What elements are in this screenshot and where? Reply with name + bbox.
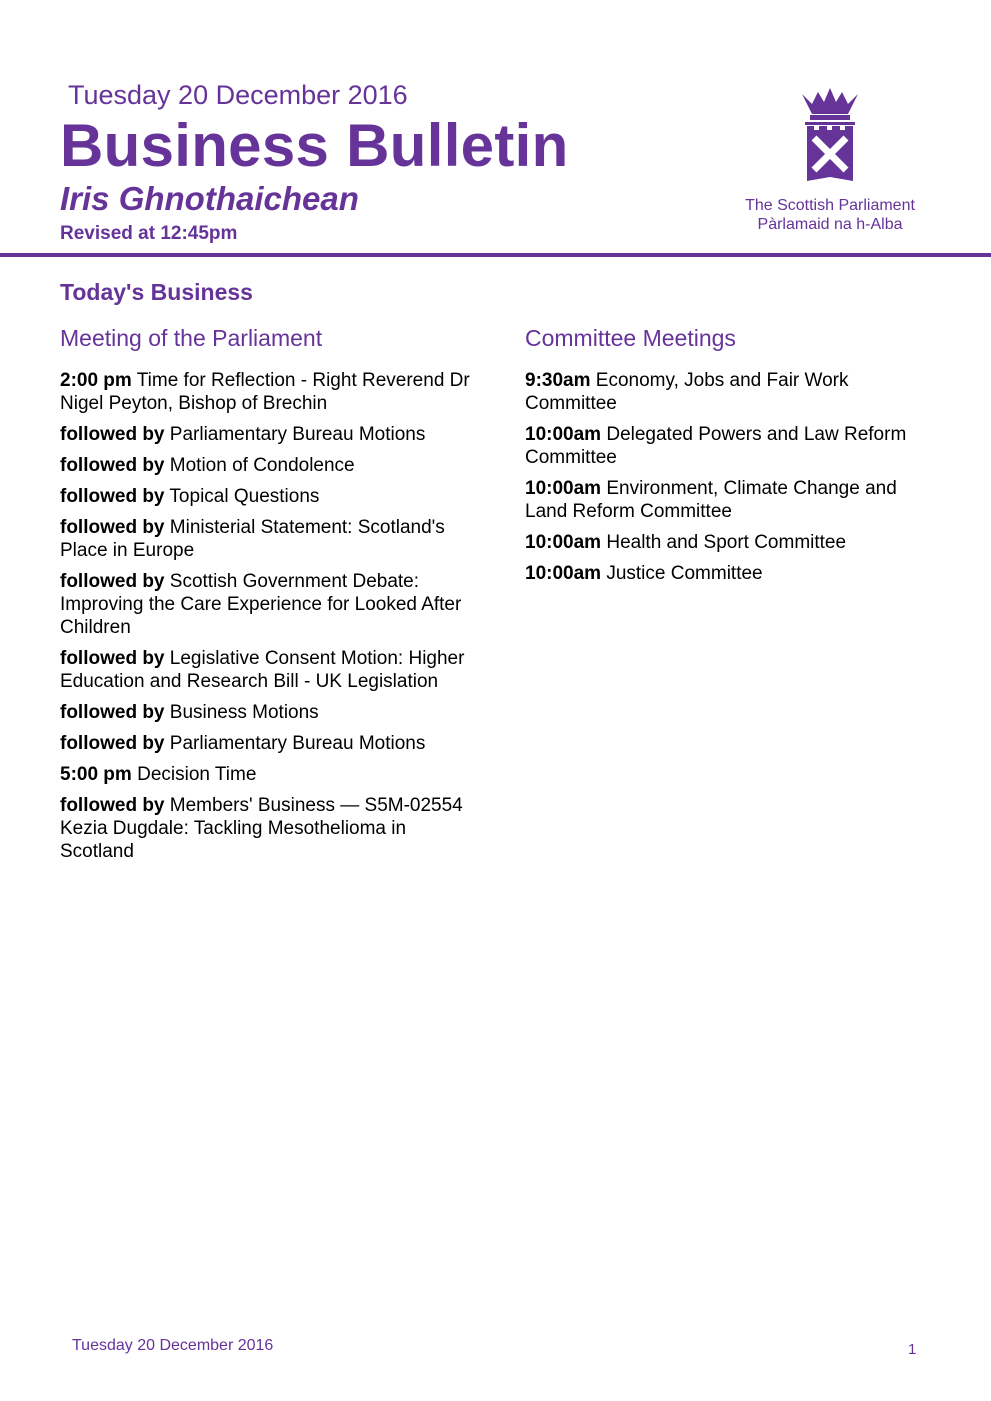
item-time: followed by bbox=[60, 648, 165, 669]
item-description: Environment, Climate Change and Land Reform Committee bbox=[525, 478, 897, 522]
agenda-item bbox=[525, 531, 935, 554]
committee-items bbox=[525, 369, 935, 585]
page-title: Business Bulletin bbox=[60, 112, 569, 179]
item-description: Justice Committee bbox=[601, 563, 763, 584]
agenda-item bbox=[525, 423, 935, 469]
agenda-item bbox=[525, 477, 935, 523]
agenda-item bbox=[60, 516, 472, 562]
agenda-item bbox=[60, 485, 472, 508]
gaelic-subtitle: Iris Ghnothaichean bbox=[60, 180, 359, 217]
scottish-parliament-logo bbox=[740, 86, 920, 234]
section-heading: Today's Business bbox=[60, 279, 253, 305]
item-time: 10:00am bbox=[525, 563, 602, 584]
item-time: 2:00 pm bbox=[60, 370, 132, 391]
item-description: Parliamentary Bureau Motions bbox=[164, 733, 426, 754]
item-description: Economy, Jobs and Fair Work Committee bbox=[525, 370, 849, 414]
item-time: followed by bbox=[60, 795, 165, 816]
meeting-items bbox=[60, 369, 472, 863]
item-time: 10:00am bbox=[525, 532, 602, 553]
header-divider bbox=[0, 253, 991, 257]
item-time: followed by bbox=[60, 455, 165, 476]
page-number: 1 bbox=[908, 1341, 917, 1358]
item-time: followed by bbox=[60, 702, 165, 723]
item-description: Decision Time bbox=[131, 764, 257, 785]
item-time: 9:30am bbox=[525, 370, 591, 391]
agenda-item bbox=[60, 763, 472, 786]
meeting-heading: Meeting of the Parliament bbox=[60, 325, 323, 351]
revised-time: Revised at 12:45pm bbox=[60, 223, 238, 244]
item-time: followed by bbox=[60, 517, 165, 538]
agenda-item bbox=[60, 570, 472, 639]
item-description: Members' Business — S5M-02554 Kezia Dugdale: Tackling Mesothelioma in Scotland bbox=[60, 795, 463, 862]
footer-date: Tuesday 20 December 2016 bbox=[72, 1337, 274, 1354]
item-description: Ministerial Statement: Scotland's Place in Europe bbox=[60, 517, 445, 561]
logo-text-gaelic: Pàrlamaid na h-Alba bbox=[757, 216, 903, 233]
item-description: Business Motions bbox=[164, 702, 319, 723]
item-description: Scottish Government Debate: Improving the Care Experience for Looked After Children bbox=[60, 571, 462, 638]
agenda-item bbox=[60, 732, 472, 755]
agenda-item bbox=[60, 794, 472, 863]
committee-meetings-column bbox=[525, 325, 935, 593]
agenda-item bbox=[60, 647, 472, 693]
item-time: 5:00 pm bbox=[60, 764, 132, 785]
item-description: Parliamentary Bureau Motions bbox=[164, 424, 426, 445]
agenda-item bbox=[525, 369, 935, 415]
agenda-item bbox=[525, 562, 935, 585]
item-time: followed by bbox=[60, 571, 165, 592]
crown-shield-icon bbox=[798, 86, 862, 191]
agenda-item bbox=[60, 423, 472, 446]
logo-text-english: The Scottish Parliament bbox=[745, 197, 915, 214]
item-description: Time for Reflection - Right Reverend Dr Nigel Peyton, Bishop of Brechin bbox=[60, 370, 470, 414]
item-description: Motion of Condolence bbox=[164, 455, 355, 476]
item-description: Legislative Consent Motion: Higher Education and Research Bill - UK Legislation bbox=[60, 648, 465, 692]
item-description: Health and Sport Committee bbox=[601, 532, 847, 553]
item-time: 10:00am bbox=[525, 478, 602, 499]
bulletin-date: Tuesday 20 December 2016 bbox=[68, 80, 408, 110]
item-time: followed by bbox=[60, 486, 165, 507]
committee-heading: Committee Meetings bbox=[525, 325, 736, 351]
agenda-item bbox=[60, 454, 472, 477]
item-time: followed by bbox=[60, 733, 165, 754]
agenda-item bbox=[60, 701, 472, 724]
item-time: followed by bbox=[60, 424, 165, 445]
item-description: Topical Questions bbox=[164, 486, 320, 507]
item-time: 10:00am bbox=[525, 424, 602, 445]
meeting-of-parliament-column bbox=[60, 325, 472, 871]
item-description: Delegated Powers and Law Reform Committee bbox=[525, 424, 907, 468]
agenda-item bbox=[60, 369, 472, 415]
